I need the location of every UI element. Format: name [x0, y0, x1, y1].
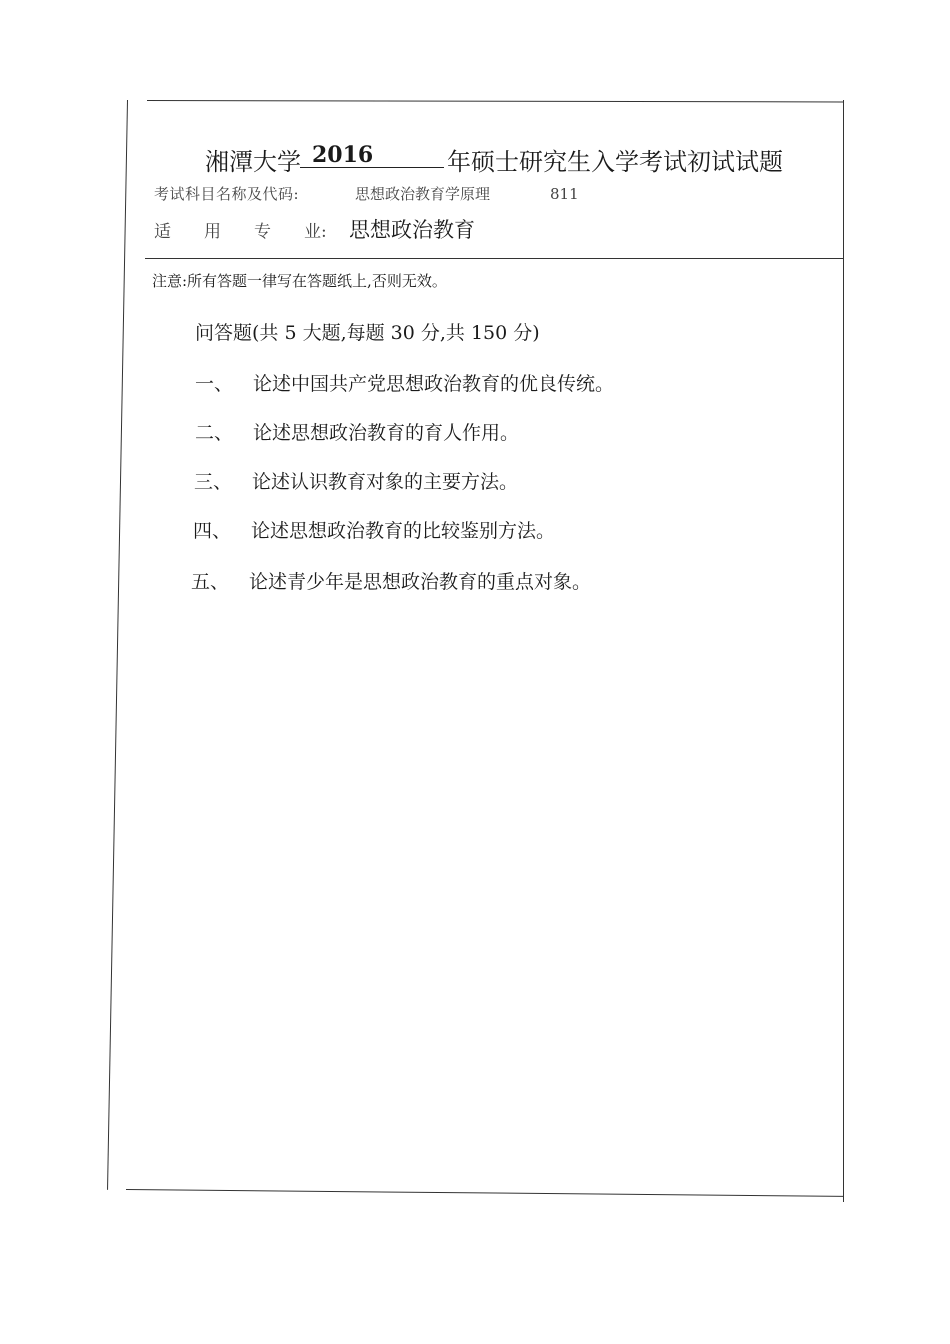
major-label — [154, 217, 327, 242]
subject-code: 811 — [550, 185, 579, 203]
frame-top-border — [147, 100, 844, 102]
question-item — [195, 369, 614, 396]
question-number: 二、 — [195, 422, 234, 444]
frame-right-border — [843, 100, 844, 1202]
exam-title: 年硕士研究生入学考试初试试题 — [447, 148, 783, 176]
question-text: 论述思想政治教育的育人作用。 — [253, 422, 520, 444]
major-label-char: 用 — [204, 222, 221, 242]
question-text: 论述思想政治教育的比较鉴别方法。 — [251, 520, 556, 542]
question-number: 四、 — [193, 520, 232, 542]
major-label-char: 适 — [154, 222, 171, 242]
question-item — [194, 467, 518, 494]
question-item — [195, 418, 519, 445]
question-text: 论述认识教育对象的主要方法。 — [252, 471, 519, 493]
notice-text: 注意:所有答题一律写在答题纸上,否则无效。 — [152, 272, 447, 290]
question-text: 论述青少年是思想政治教育的重点对象。 — [249, 571, 592, 593]
university-name: 湘潭大学 — [205, 148, 301, 176]
subject-name: 思想政治教育学原理 — [355, 185, 491, 203]
question-number: 一、 — [195, 373, 234, 395]
frame-left-border — [107, 100, 128, 1190]
question-number: 五、 — [191, 571, 230, 593]
section-title: 问答题(共 5 大题,每题 30 分,共 150 分) — [195, 322, 540, 344]
question-number: 三、 — [194, 471, 233, 493]
question-text: 论述中国共产党思想政治教育的优良传统。 — [253, 373, 615, 395]
frame-bottom-border — [126, 1189, 844, 1197]
exam-year: 2016 — [300, 142, 444, 168]
header-divider — [145, 258, 844, 259]
subject-label: 考试科目名称及代码: — [154, 185, 300, 203]
question-item — [193, 516, 555, 543]
major-label-char: 业: — [304, 222, 327, 242]
major-label-char: 专 — [254, 222, 271, 242]
question-item — [191, 567, 591, 594]
major-value: 思想政治教育 — [349, 218, 475, 242]
